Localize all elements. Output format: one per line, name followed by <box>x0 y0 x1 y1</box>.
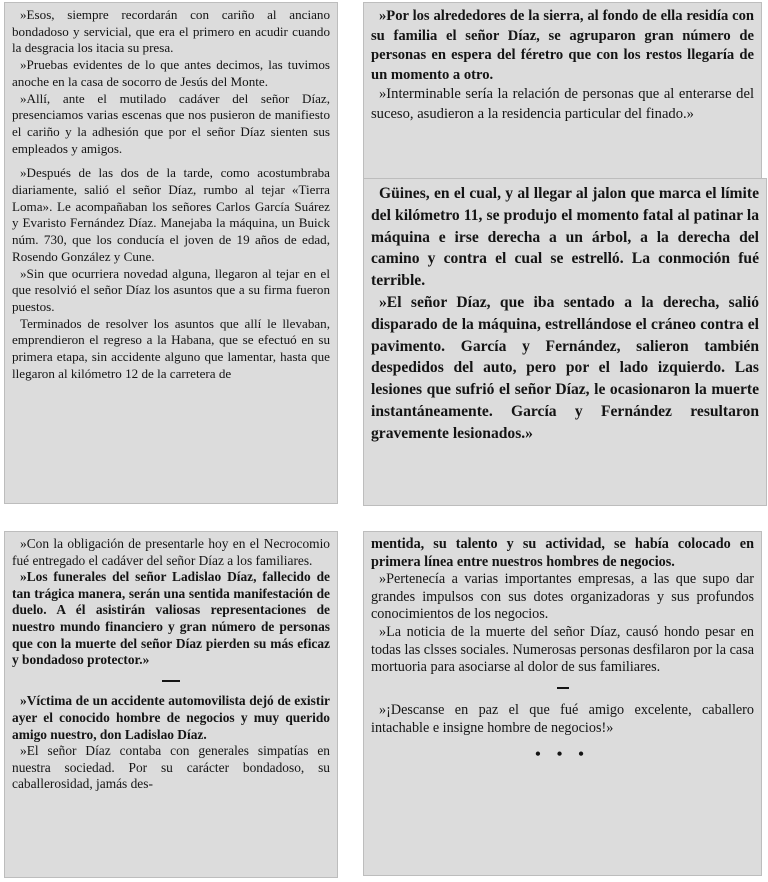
paragraph: »Sin que ocurriera novedad alguna, llegaron al tejar en el que resolvió el señor Díaz los asuntos que a su firma fueron puestos. <box>12 265 330 314</box>
paragraph: Terminados de resolver los asuntos que allí le llevaban, emprendieron el regreso a la Habana, que se efectuó en su primera etapa, sin accidente alguno que lamentar, hasta que llegaron al kilómetro 12 de la carretera de <box>12 315 330 381</box>
paragraph: »Pruebas evidentes de lo que antes decimos, las tuvimos anoche en la casa de socorro de Jesús del Monte. <box>12 57 330 89</box>
paragraph: »El señor Díaz contaba con generales simpatías en nuestra sociedad. Por su carácter bondadoso, su caballerosidad, jamás des- <box>12 743 330 792</box>
paragraph: »Después de las dos de la tarde, como acostumbraba diariamente, salió el señor Díaz, rumbo al tejar «Tierra Loma». Le acompañaban los señores Carlos García Suárez y Evaristo Fernández Díaz. Manejaba la máquina, un Buick núm. 730, que los conducía el joven de 19 años de edad, Rosendo González y Cune. <box>12 165 330 264</box>
clipping-top-right-lower <box>363 178 767 506</box>
section-divider <box>12 672 330 689</box>
paragraph: »Con la obligación de presentarle hoy en el Necrocomio fué entregado el cadáver del señor Díaz a los familiares. <box>12 536 330 568</box>
paragraph: »El señor Díaz, que iba sentado a la derecha, salió disparado de la máquina, estrellándose el cráneo contra el pavimento. García y Fernández, salieron también despedidos del auto, pero por el lado izquierdo. Las lesiones que sufrió el señor Díaz, le ocasionaron la muerte instantáneamente. García y Fernández resultaron gravemente lesionados.» <box>371 293 759 442</box>
paragraph: »La noticia de la muerte del señor Díaz, causó hondo pesar en todas las clsses sociales. Numerosas personas desfilaron por la casa mortuoria para asociarse al dolor de sus familiares. <box>371 623 754 676</box>
paragraph: Güines, en el cual, y al llegar al jalon que marca el límite del kilómetro 11, se produjo el momento fatal al patinar la máquina e irse derecha a un árbol, a la derecha del camino y contra el cual se estrelló. La conmoción fué terrible. <box>371 185 759 290</box>
clipping-bottom-right <box>363 531 762 876</box>
paragraph: mentida, su talento y su actividad, se había colocado en primera línea entre nuestros hombres de negocios. <box>371 536 754 570</box>
paragraph: »Esos, siempre recordarán con cariño al anciano bondadoso y servicial, que era el primero en acudir cuando la desgracia los itacia su presa. <box>12 7 330 56</box>
paragraph: »Por los alrededores de la sierra, al fondo de ella residía con su familia el señor Díaz, se agruparon gran número de personas en espera del féretro que con los restos llegaría de un momento a otro. <box>371 8 754 83</box>
section-divider <box>371 680 754 698</box>
clipping-top-left <box>4 2 338 504</box>
paragraph: »Víctima de un accidente automovilista dejó de existir ayer el conocido hombre de negocios y muy querido amigo nuestro, don Ladislao Díaz. <box>12 693 330 742</box>
clipping-bottom-left <box>4 531 338 878</box>
paragraph: »¡Descanse en paz el que fué amigo excelente, caballero intachable e insigne hombre de negocios!» <box>371 702 754 736</box>
paragraph: »Pertenecía a varias importantes empresas, a las que supo dar grandes impulsos con sus dotes organizadoras y sus profundos conocimientos de los negocios. <box>371 571 754 623</box>
paragraph: »Interminable sería la relación de personas que al enterarse del suceso, asudieron a la residencia particular del finado.» <box>371 86 754 122</box>
paragraph: »Allí, ante el mutilado cadáver del señor Díaz, presenciamos varias escenas que nos pusieron de manifiesto el cariño y la adhesión que por el señor Díaz sienten sus empleados y amigos. <box>12 90 330 156</box>
paragraph: »Los funerales del señor Ladislao Díaz, fallecido de tan trágica manera, serán una sentida manifestación de duelo. A él asistirán valiosas representaciones de nuestro mundo financiero y gran número de personas que con la muerte del señor Díaz pierden su más eficaz y bondadoso protector.» <box>12 569 330 668</box>
clipping-top-right-upper <box>363 2 762 180</box>
closing-ornament: • • • <box>535 745 590 763</box>
